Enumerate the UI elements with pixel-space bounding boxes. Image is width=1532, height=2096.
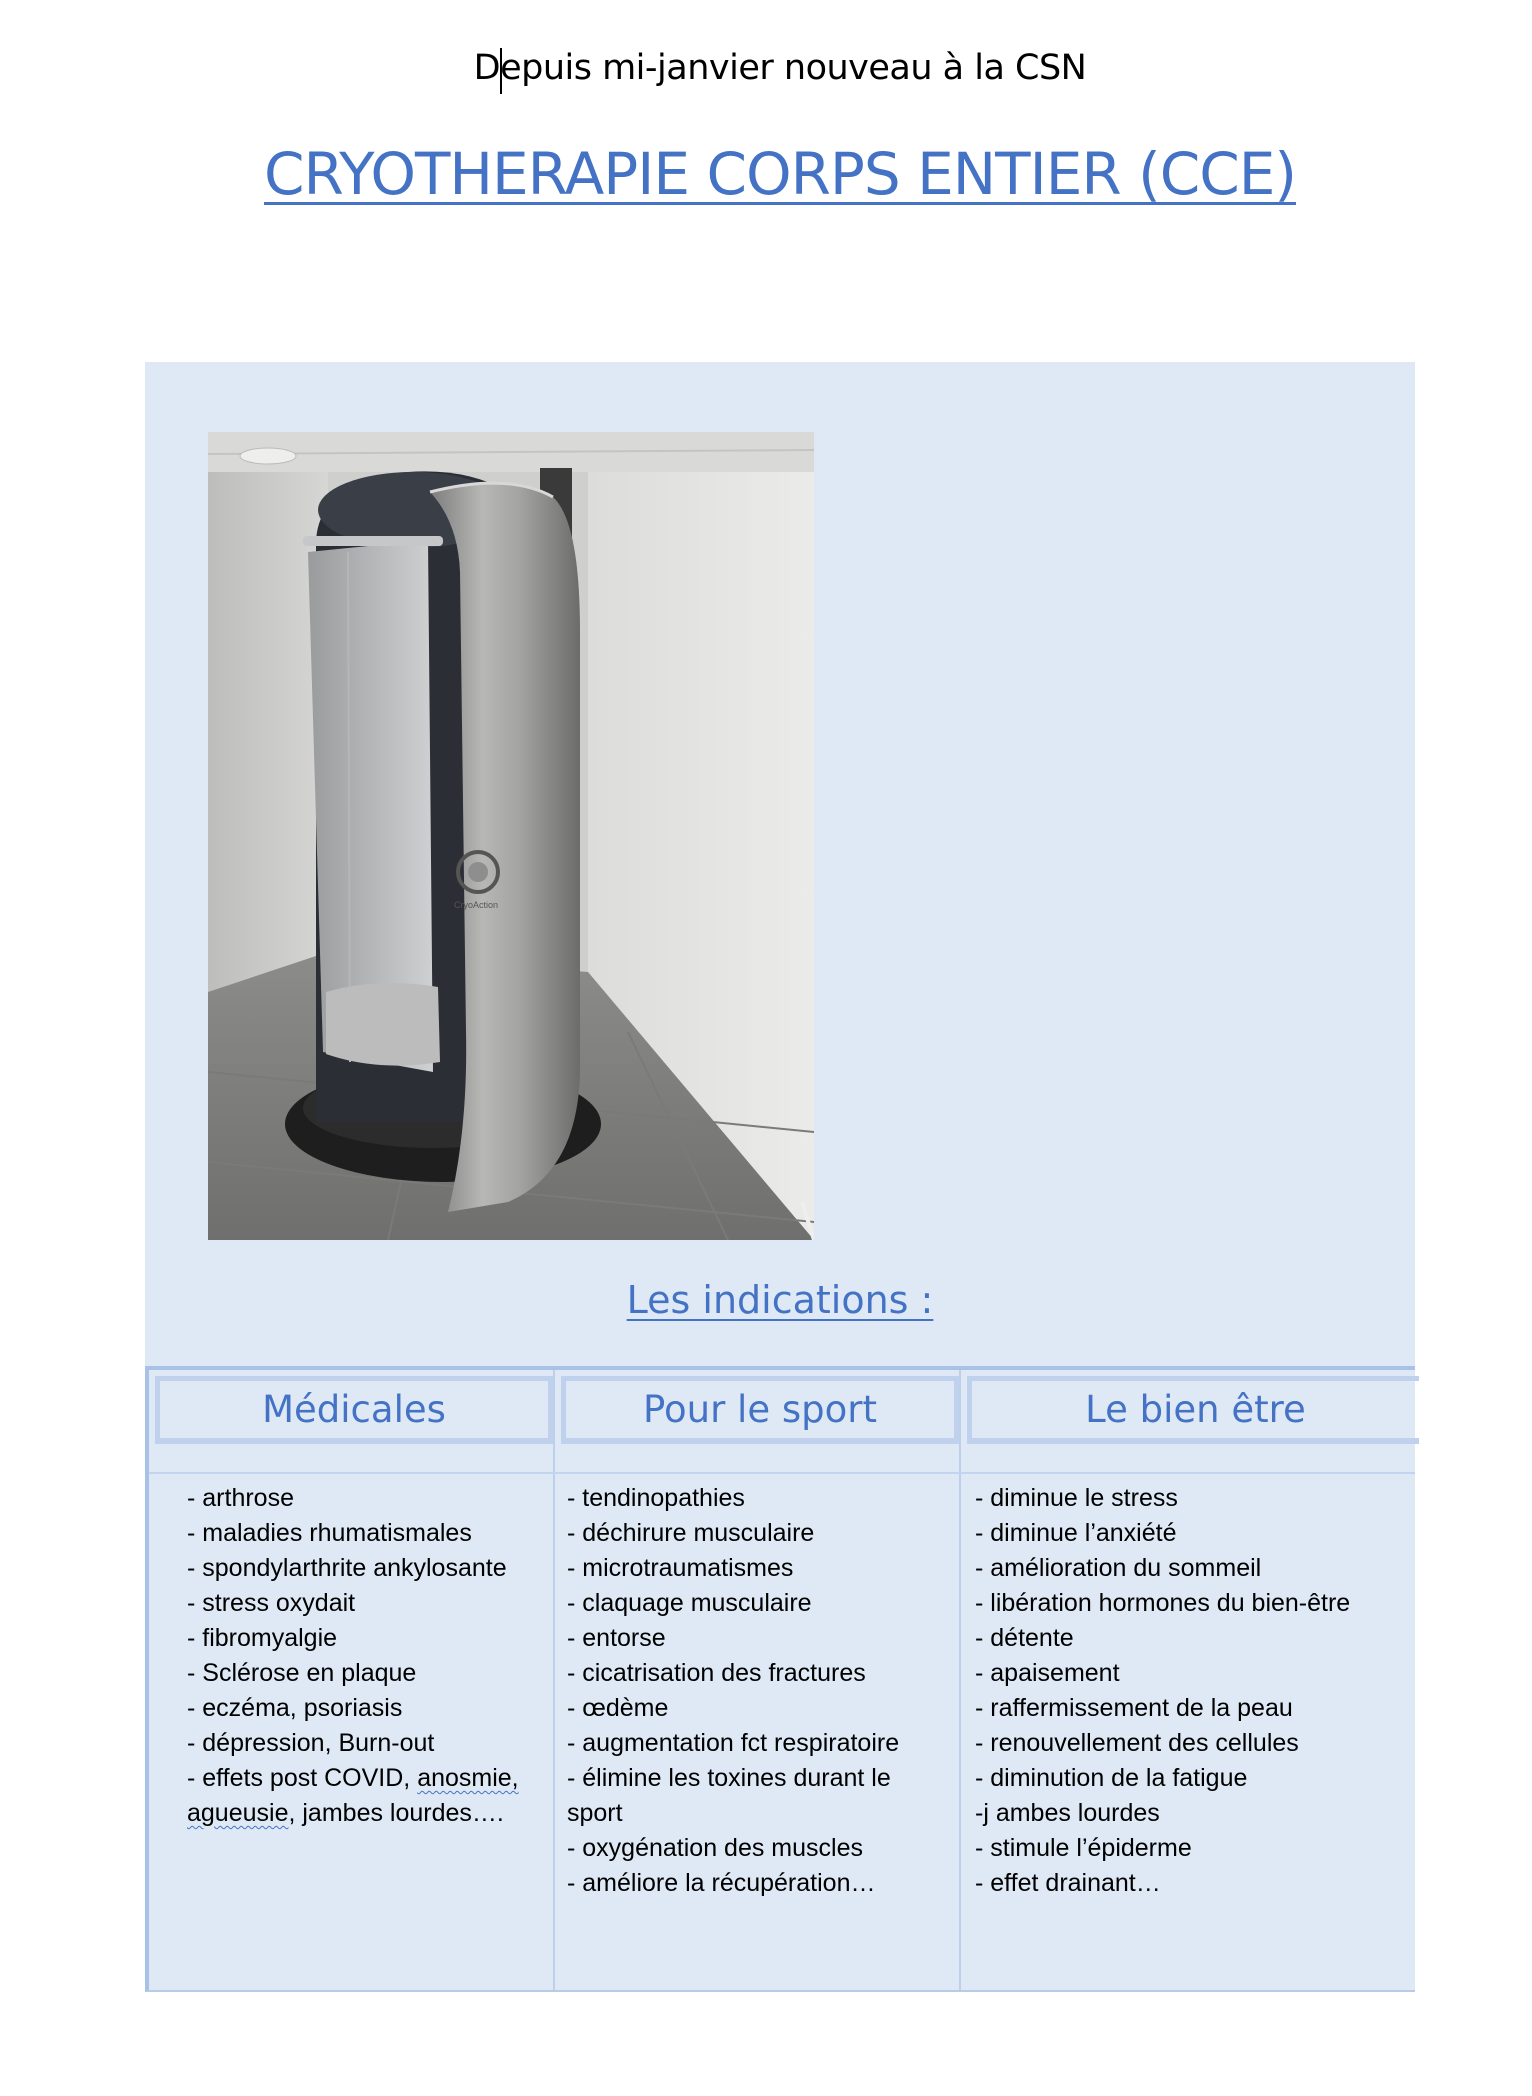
list-medicales [187,1481,549,1831]
column-divider [553,1370,555,1990]
list-item: - eczéma, psoriasis [187,1694,403,1722]
list-item: - libération hormones du bien-être [975,1589,1351,1617]
list-item: - stress oxydait [187,1589,356,1617]
list-item: - améliore la récupération… [567,1869,876,1897]
column-heading-sport: Pour le sport [561,1376,959,1444]
list-item [187,1761,549,1831]
list-item: - détente [975,1624,1074,1652]
list-item: - élimine les toxines durant le sport [567,1764,891,1827]
list-item: - maladies rhumatismales [187,1519,472,1547]
list-item: - Sclérose en plaque [187,1659,417,1687]
content-panel [145,362,1415,1992]
list-item: -j ambes lourdes [975,1799,1160,1827]
list-item: - spondylarthrite ankylosante [187,1554,507,1582]
list-item: - claquage musculaire [567,1589,812,1617]
list-item: - effet drainant… [975,1869,1161,1897]
list-item: - apaisement [975,1659,1120,1687]
cryotherapy-cabin-photo [208,432,814,1240]
list-item: - entorse [567,1624,666,1652]
column-heading-medicales: Médicales [155,1376,553,1444]
list-item: - diminution de la fatigue [975,1764,1248,1792]
list-item: - cicatrisation des fractures [567,1659,866,1687]
list-item: - tendinopathies [567,1484,745,1512]
list-item: - amélioration du sommeil [975,1554,1262,1582]
list-bien-etre [975,1481,1411,1901]
list-item: - augmentation fct respiratoire [567,1729,900,1757]
header-divider [149,1472,1415,1474]
list-item: - dépression, Burn-out [187,1729,435,1757]
list-item: - fibromyalgie [187,1624,338,1652]
column-divider [959,1370,961,1990]
spellcheck-word: agueusie [187,1799,289,1827]
page-subtitle: Depuis mi-janvier nouveau à la CSN [473,48,1087,88]
page-title: CRYOTHERAPIE CORPS ENTIER (CCE) [263,140,1296,208]
column-heading-bien-etre: Le bien être [967,1376,1419,1444]
list-item: - déchirure musculaire [567,1519,815,1547]
list-item: - renouvellement des cellules [975,1729,1299,1757]
list-item-text: , jambes lourdes…. [288,1799,504,1827]
indications-title: Les indications : [626,1278,934,1322]
list-sport [567,1481,947,1901]
list-item-text: - effets post COVID, [187,1764,418,1792]
list-item: - stimule l’épiderme [975,1834,1192,1862]
list-item: - œdème [567,1694,669,1722]
list-item: - raffermissement de la peau [975,1694,1293,1722]
list-item: - oxygénation des muscles [567,1834,863,1862]
indications-table [145,1366,1415,1992]
list-item: - diminue l’anxiété [975,1519,1177,1547]
list-item: - arthrose [187,1484,294,1512]
svg-text:CryoAction: CryoAction [454,900,499,910]
list-item: - diminue le stress [975,1484,1178,1512]
spellcheck-word: anosmie, [417,1764,519,1792]
list-item: - microtraumatismes [567,1554,794,1582]
